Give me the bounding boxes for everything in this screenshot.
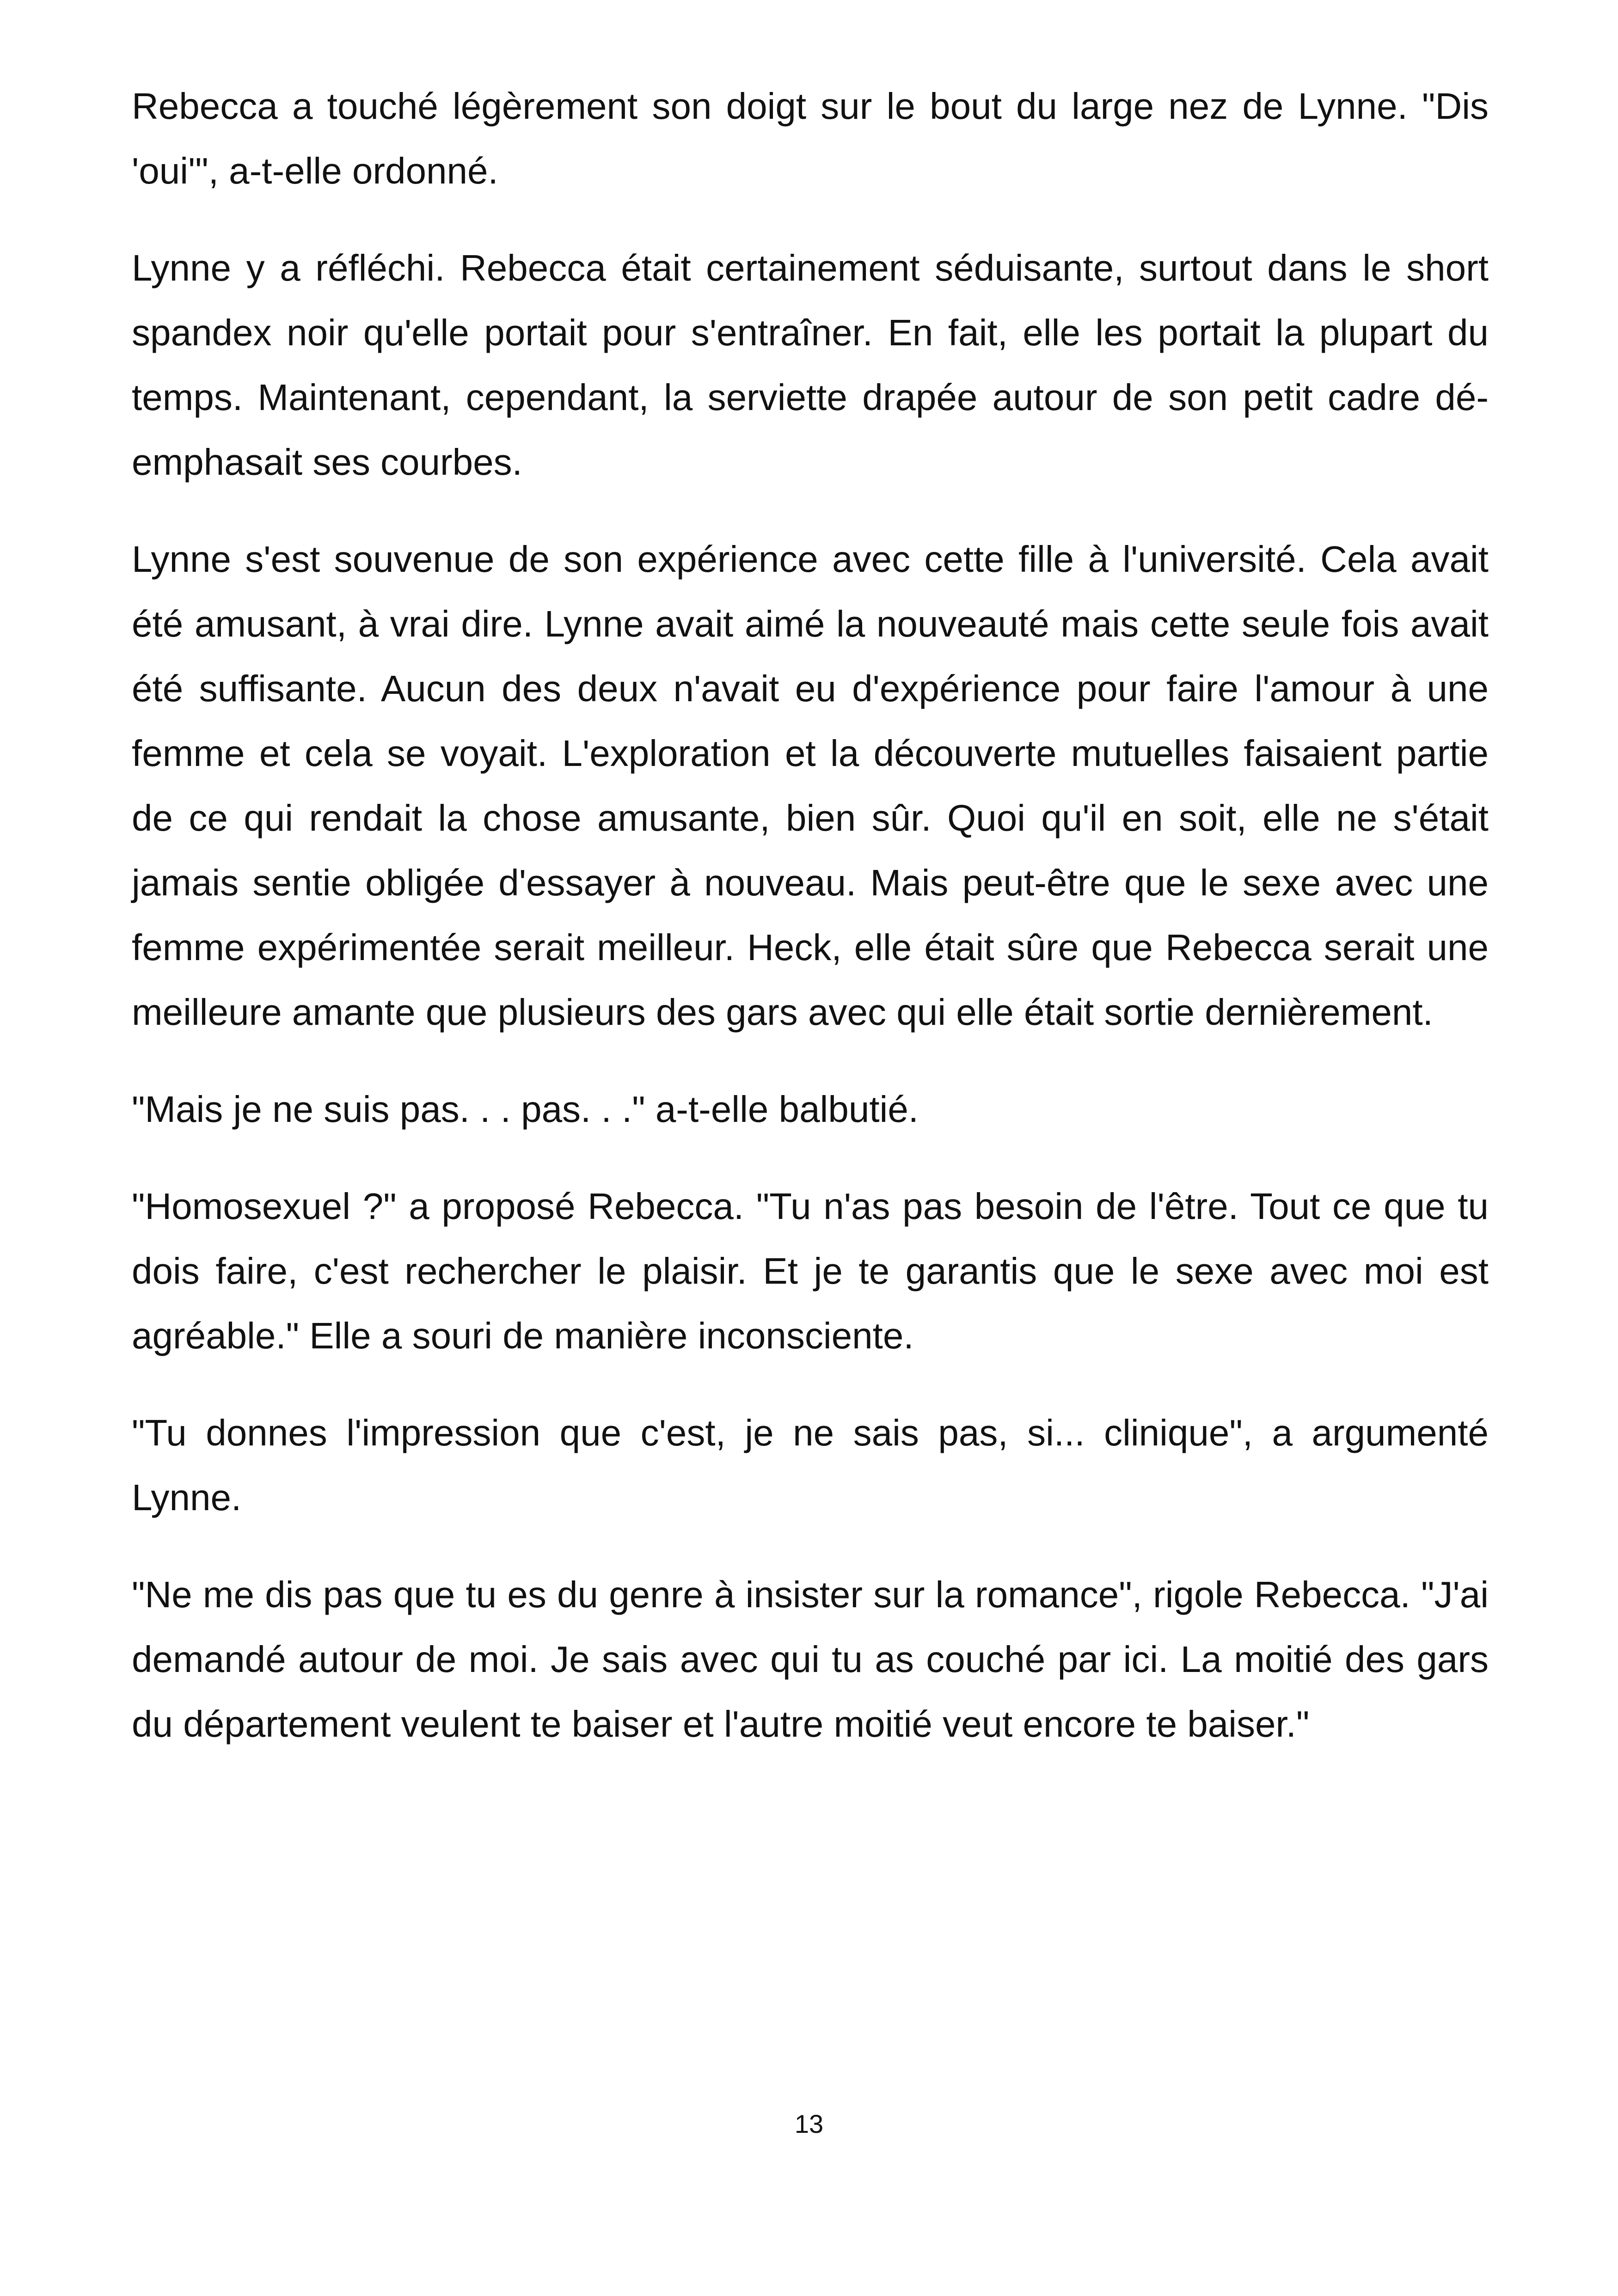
paragraph-1: Rebecca a touché légèrement son doigt sur le bout du large nez de Lynne. "Dis 'oui'", a-t-elle ordonné. (132, 86, 1489, 191)
paragraph-4: "Mais je ne suis pas. . . pas. . ." a-t-elle balbutié. (132, 1089, 919, 1130)
page-number: 13 (794, 2109, 824, 2138)
body-text (132, 74, 1489, 1789)
paragraph-3: Lynne s'est souvenue de son expérience avec cette fille à l'université. Cela avait été amusant, à vrai dire. Lynne avait aimé la nouveauté mais cette seule fois avait été suffisante. Aucun des deux n'avait eu d'expérience pour faire l'amour à une femme et cela se voyait. L'exploration et la découverte mutuelles faisaient partie de ce qui rendait la chose amusante, bien sûr. Quoi qu'il en soit, elle ne s'était jamais sentie obligée d'essayer à nouveau. Mais peut-être que le sexe avec une femme expérimentée serait meilleur. Heck, elle était sûre que Rebecca serait une meilleure amante que plusieurs des gars avec qui elle était sortie dernièrement. (132, 539, 1489, 1033)
paragraph-6: "Tu donnes l'impression que c'est, je ne sais pas, si... clinique", a argumenté Lynne. (132, 1412, 1489, 1518)
paragraph-2: Lynne y a réfléchi. Rebecca était certainement séduisante, surtout dans le short spandex noir qu'elle portait pour s'entraîner. En fait, elle les portait la plupart du temps. Maintenant, cependant, la serviette drapée autour de son petit cadre dé-emphasait ses courbes. (132, 247, 1489, 483)
paragraph-5: "Homosexuel ?" a proposé Rebecca. "Tu n'as pas besoin de l'être. Tout ce que tu dois faire, c'est rechercher le plaisir. Et je te garantis que le sexe avec moi est agréable." Elle a souri de manière inconsciente. (132, 1186, 1489, 1356)
paragraph-7: "Ne me dis pas que tu es du genre à insister sur la romance", rigole Rebecca. "J'ai demandé autour de moi. Je sais avec qui tu as couché par ici. La moitié des gars du département veulent te baiser et l'autre moitié veut encore te baiser." (132, 1574, 1489, 1745)
